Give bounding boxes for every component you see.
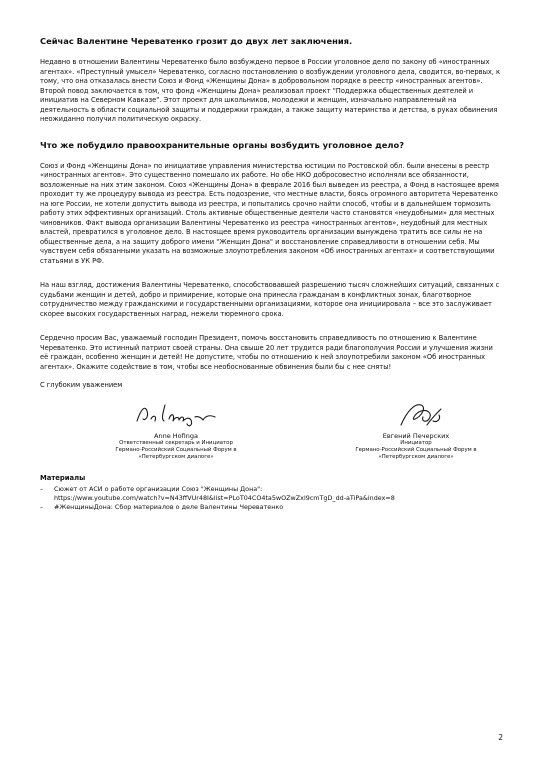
heading-main: Сейчас Валентине Череватенко грозит до двух лет заключения. — [40, 36, 353, 46]
materials-title: Материалы — [40, 473, 86, 482]
paragraph-request: Сердечно просим Вас, уважаемый господин Президент, помочь восстановить справедливость по отношению к Валентине Череватенко. Это истинный патриот своей страны. Она свыше 20 лет трудится ради благополучия России и улучшения жизни её граждан, особенно женщин и детей! Не допустите, чтобы по отношению к ней злоупотребили законом «Об иностранных агентах». Окажите содействие в том, чтобы все необоснованные обвинения были бы с нее сняты! — [40, 334, 493, 371]
signatory-left — [86, 399, 266, 461]
signatory-org: Германо-Российский Социальный Форум в — [115, 446, 237, 453]
signatory-org-forum: «Петербургском диалоге» — [138, 453, 214, 460]
paragraph-intro: Недавно в отношении Валентины Череватенко было возбуждено первое в России уголовное дело по закону об «иностранных агентах». «Преступный умысел» Череватенко, согласно постановлению о возбуждении уголовного дела, сводится, во-первых, к тому, что она отказалась внести Союз и Фонд «Женщины Дона» в добровольном порядке в реестр «иностранных агентов». Второй повод заключается в том, что фонд «Женщины Дона» реализовал проект "Поддержка общественных деятелей и инициатив на Северном Кавказе". Этот проект для школьников, молодежи и женщин, изначально направленный на деятельность в области социальной защиты и поддержки граждан, а также защиту материнства и детства, в руках обвинения неожиданно получил политическую окраску. — [40, 58, 501, 123]
signatory-role: Ответственный секретарь и Инициатор — [119, 439, 233, 446]
paragraph-registry: Союз и Фонд «Женщины Дона» по инициативе управления министерства юстиции по Ростовской обл. были внесены в реестр «иностранных агентов». Это существенно помешало их работе. Но обе НКО добросовестно исполняли все обязанности, возложенные на них этим законом. Союз «Женщины Дона» в феврале 2016 был выведен из реестра, а Фонд в настоящее время проходит ту же процедуру вывода из реестра. Есть подозрение, что местные власти, боясь огромного авторитета Череватенко на юге России, не хотели допустить вывода из реестра, и попытались срочно найти способ, чтобы и в дальнейшем тормозить работу этих эффективных организаций. Столь активные общественные деятели часто становятся «неудобными» для местных чиновников. Факт вывода организации Валентины Череватенко из реестра «иностранных агентов», неудобный для местных властей, превратился в уголовное дело. В настоящее время руководитель организации вынуждена тратить все силы не на общественные дела, а на защиту доброго имени "Женщин Дона" и восстановление справедливости в отношении себя. Мы чувствуем себя обязанными указать на возможные злоупотребления законом «Об иностранных агентах» и соответствующими статьями в УК РФ. — [40, 161, 499, 265]
signatory-name: Евгений Печерских — [382, 431, 450, 440]
page-number: 2 — [498, 733, 503, 742]
signature-hofinga-icon — [131, 399, 221, 429]
list-item — [40, 503, 503, 512]
bullet-dash-icon: – — [40, 484, 44, 493]
signature-block — [86, 399, 506, 461]
material-item-caption: #ЖенщиныДона: Сбор материалов о деле Валентины Череватенко — [54, 502, 284, 511]
signatory-name: Anne Hofinga — [154, 431, 198, 440]
bullet-dash-icon: – — [40, 502, 44, 511]
closing-line: С глубоким уважением — [40, 381, 123, 389]
signatory-org: Германо-Российский Социальный Форум в — [355, 446, 477, 453]
signatory-org-forum: «Петербургском диалоге» — [378, 453, 454, 460]
heading-question: Что же побудило правоохранительные органы возбудить уголовное дело? — [40, 139, 405, 150]
material-item-text — [54, 485, 395, 503]
material-item-caption: Сюжет от АСИ о работе организации Союз "Женщины Дона": — [54, 484, 263, 493]
material-item-link[interactable]: https://www.youtube.com/watch?v=N43ffVUr48I&list=PLoT04CO4ta5wOZwZxl9cmTgD_dd-aTiPa&index=8 — [54, 493, 395, 502]
list-item — [40, 485, 503, 503]
signatory-right — [326, 399, 506, 461]
paragraph-achievements: На наш взгляд, достижения Валентины Череватенко, способствовавшей разрешению тысяч сложнейших ситуаций, связанных с судьбами женщин и детей, добро и примирение, которые она принесла гражданам в конфликтных зонах, благотворное сотрудничество между гражданскими и государственными организациями, которое она инициировала – все это заслуживает скорее высоких государственных наград, нежели тюремного срока. — [40, 281, 500, 318]
signature-pecherskikh-icon — [371, 399, 461, 429]
materials-list — [40, 485, 503, 512]
signatory-role: Инициатор — [400, 439, 432, 446]
materials-section — [40, 474, 503, 512]
